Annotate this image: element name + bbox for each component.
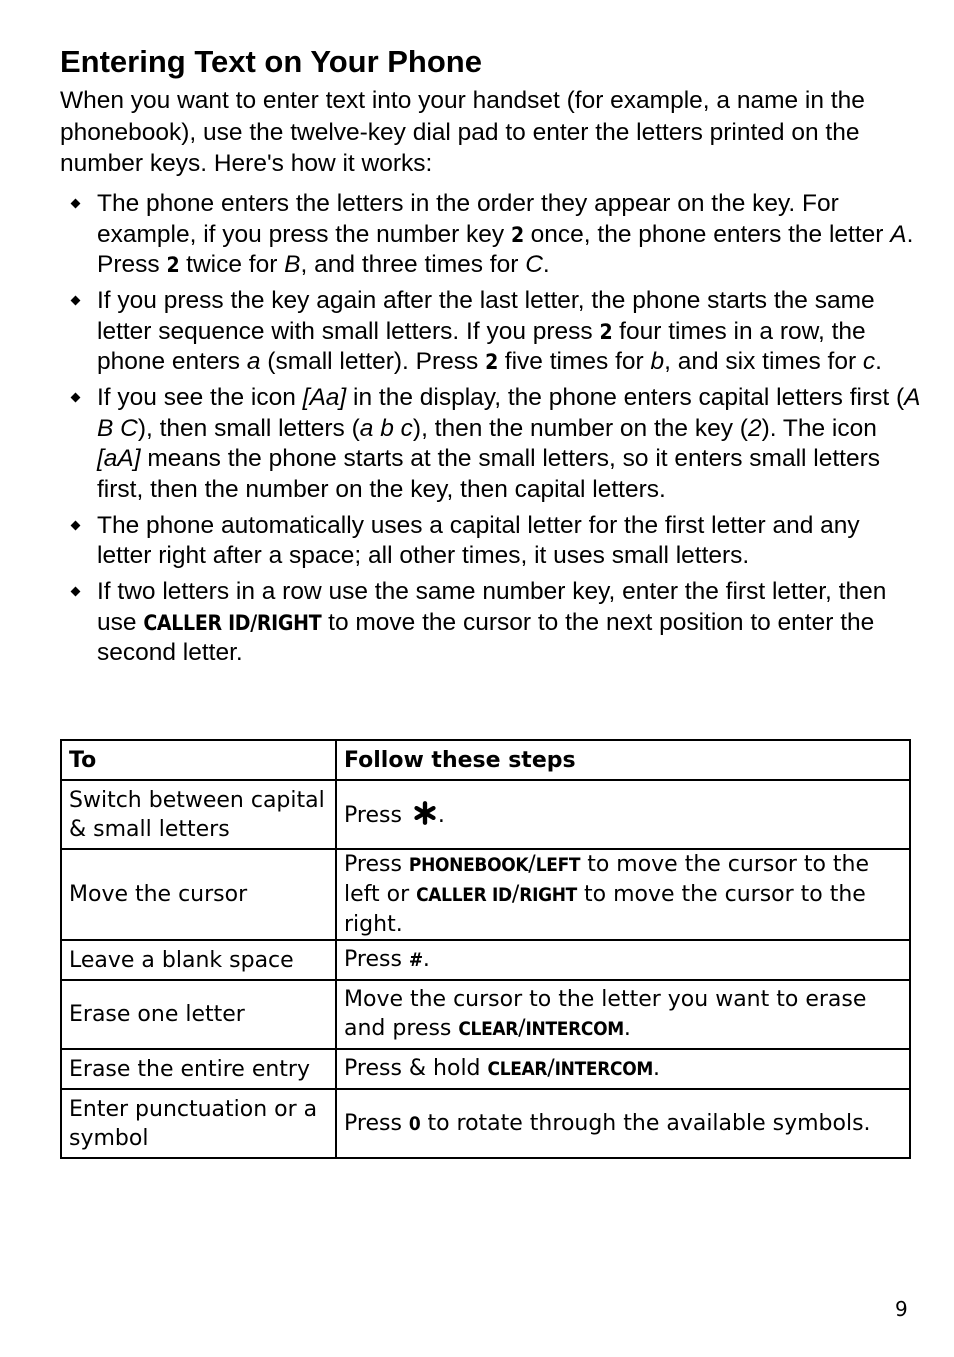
task-cell: Leave a blank space <box>61 940 336 980</box>
bullet-list <box>60 189 920 674</box>
task-cell: Erase one letter <box>61 980 336 1049</box>
steps-cell <box>336 940 910 980</box>
table-row <box>61 780 910 849</box>
steps-table <box>60 739 911 1159</box>
text-run: The phone automatically uses a capital letter for the first letter and any letter right after a space; all other times, it uses small letters. <box>97 511 860 569</box>
text-run: means the phone starts at the small letters, so it enters small letters first, then the number on the key, then capital letters. <box>97 445 880 503</box>
text-run: . Press <box>97 220 914 278</box>
text-run: / <box>518 1016 526 1041</box>
key-label: CALLER ID <box>416 884 512 906</box>
steps-cell <box>336 980 910 1049</box>
text-run: four times in a row, the phone enters <box>97 317 866 375</box>
key-label: 2 <box>510 221 524 247</box>
key-label: # <box>408 949 423 971</box>
italic-text: [aA] <box>97 445 141 472</box>
steps-cell <box>336 1089 910 1158</box>
italic-text: 2 <box>747 414 762 442</box>
text-run: / <box>511 882 520 907</box>
diamond-bullet-icon <box>70 295 81 306</box>
task-cell: Switch between capital & small letters <box>61 780 336 849</box>
text-run: The phone enters the letters in the order they appear on the key. For example, if you press the number key <box>97 190 839 248</box>
text-run: Press & hold <box>344 1056 488 1081</box>
text-run: , and six times for <box>664 348 863 375</box>
bullet-item <box>60 577 920 669</box>
text-run: If two letters in a row use the same number key, enter the first letter, then use <box>97 578 887 636</box>
italic-text: c <box>862 348 876 375</box>
text-run: to move the cursor to the left or <box>344 852 870 907</box>
steps-cell <box>336 1049 910 1089</box>
column-header-steps: Follow these steps <box>336 740 910 780</box>
column-header-to: To <box>61 740 336 780</box>
bullet-item <box>60 383 920 505</box>
table-row <box>61 980 910 1049</box>
text-run: Press <box>344 1110 409 1136</box>
intro-paragraph: When you want to enter text into your handset (for example, a name in the phonebook), use the twelve-key dial pad to enter the letters printed on the number keys. Here's how it works: <box>60 87 865 177</box>
key-label: INTERCOM <box>554 1058 654 1080</box>
text-run: to move the cursor to the right. <box>344 882 866 937</box>
table-row <box>61 1049 910 1089</box>
italic-text: [Aa] <box>302 384 347 411</box>
text-run: . <box>653 1056 661 1081</box>
diamond-bullet-icon <box>70 586 81 597</box>
text-run: once, the phone enters the letter <box>523 220 891 248</box>
table-header-row <box>61 740 910 780</box>
key-label: CLEAR <box>458 1018 519 1040</box>
steps-cell <box>336 849 910 940</box>
key-label: INTERCOM <box>525 1018 624 1040</box>
task-cell: Move the cursor <box>61 849 336 940</box>
key-label: CALLER ID/RIGHT <box>143 609 322 635</box>
text-run: . <box>437 802 445 828</box>
key-label: RIGHT <box>519 884 577 906</box>
key-label: 0 <box>408 1112 421 1135</box>
text-run: Press <box>344 947 409 972</box>
bullet-item <box>60 511 920 572</box>
text-run: / <box>528 852 536 877</box>
text-run: . <box>422 947 430 972</box>
diamond-bullet-icon <box>70 520 81 531</box>
text-run: Press <box>344 852 409 877</box>
key-label: PHONEBOOK <box>408 854 529 876</box>
text-run: in the display, the phone enters capital letters first ( <box>346 384 905 411</box>
text-run: . <box>542 251 550 278</box>
text-run: five times for <box>498 348 651 375</box>
page-number: 9 <box>895 1297 908 1321</box>
italic-text: A <box>890 220 907 248</box>
text-run: . <box>875 348 882 375</box>
star-key-icon <box>412 800 438 826</box>
page-title: Entering Text on Your Phone <box>60 44 482 79</box>
text-run: (small letter). Press <box>260 348 486 375</box>
text-run: . <box>623 1016 631 1041</box>
text-run: , and three times for <box>300 251 526 278</box>
italic-text: B <box>284 251 301 278</box>
task-cell: Enter punctuation or a symbol <box>61 1089 336 1158</box>
text-run: ). The icon <box>761 414 877 442</box>
italic-text: a b c <box>359 414 413 442</box>
bullet-item <box>60 189 920 281</box>
table-row <box>61 849 910 940</box>
italic-text: b <box>650 348 665 375</box>
task-cell: Erase the entire entry <box>61 1049 336 1089</box>
text-run: twice for <box>179 251 285 278</box>
table-row <box>61 1089 910 1158</box>
italic-text: A B C <box>97 384 920 442</box>
table-row <box>61 940 910 980</box>
steps-cell <box>336 780 910 849</box>
italic-text: C <box>525 251 543 278</box>
diamond-bullet-icon <box>70 392 81 403</box>
diamond-bullet-icon <box>70 198 81 209</box>
text-run: If you press the key again after the last letter, the phone starts the same letter sequence with small letters. If you press <box>97 287 875 345</box>
text-run: ), then the number on the key ( <box>412 414 748 442</box>
text-run: to rotate through the available symbols. <box>420 1110 871 1136</box>
key-label: LEFT <box>535 854 581 876</box>
text-run: If you see the icon <box>97 384 303 411</box>
text-run: to move the cursor to the next position to enter the second letter. <box>97 608 875 666</box>
italic-text: a <box>246 348 261 375</box>
text-run: / <box>547 1056 555 1081</box>
key-label: 2 <box>485 349 498 374</box>
key-label: 2 <box>599 318 613 344</box>
text-run: ), then small letters ( <box>137 414 360 442</box>
key-label: 2 <box>166 252 180 277</box>
text-run: Press <box>344 802 409 828</box>
text-run: Move the cursor to the letter you want to erase and press <box>344 987 867 1041</box>
bullet-item <box>60 286 920 378</box>
key-label: CLEAR <box>487 1058 548 1080</box>
